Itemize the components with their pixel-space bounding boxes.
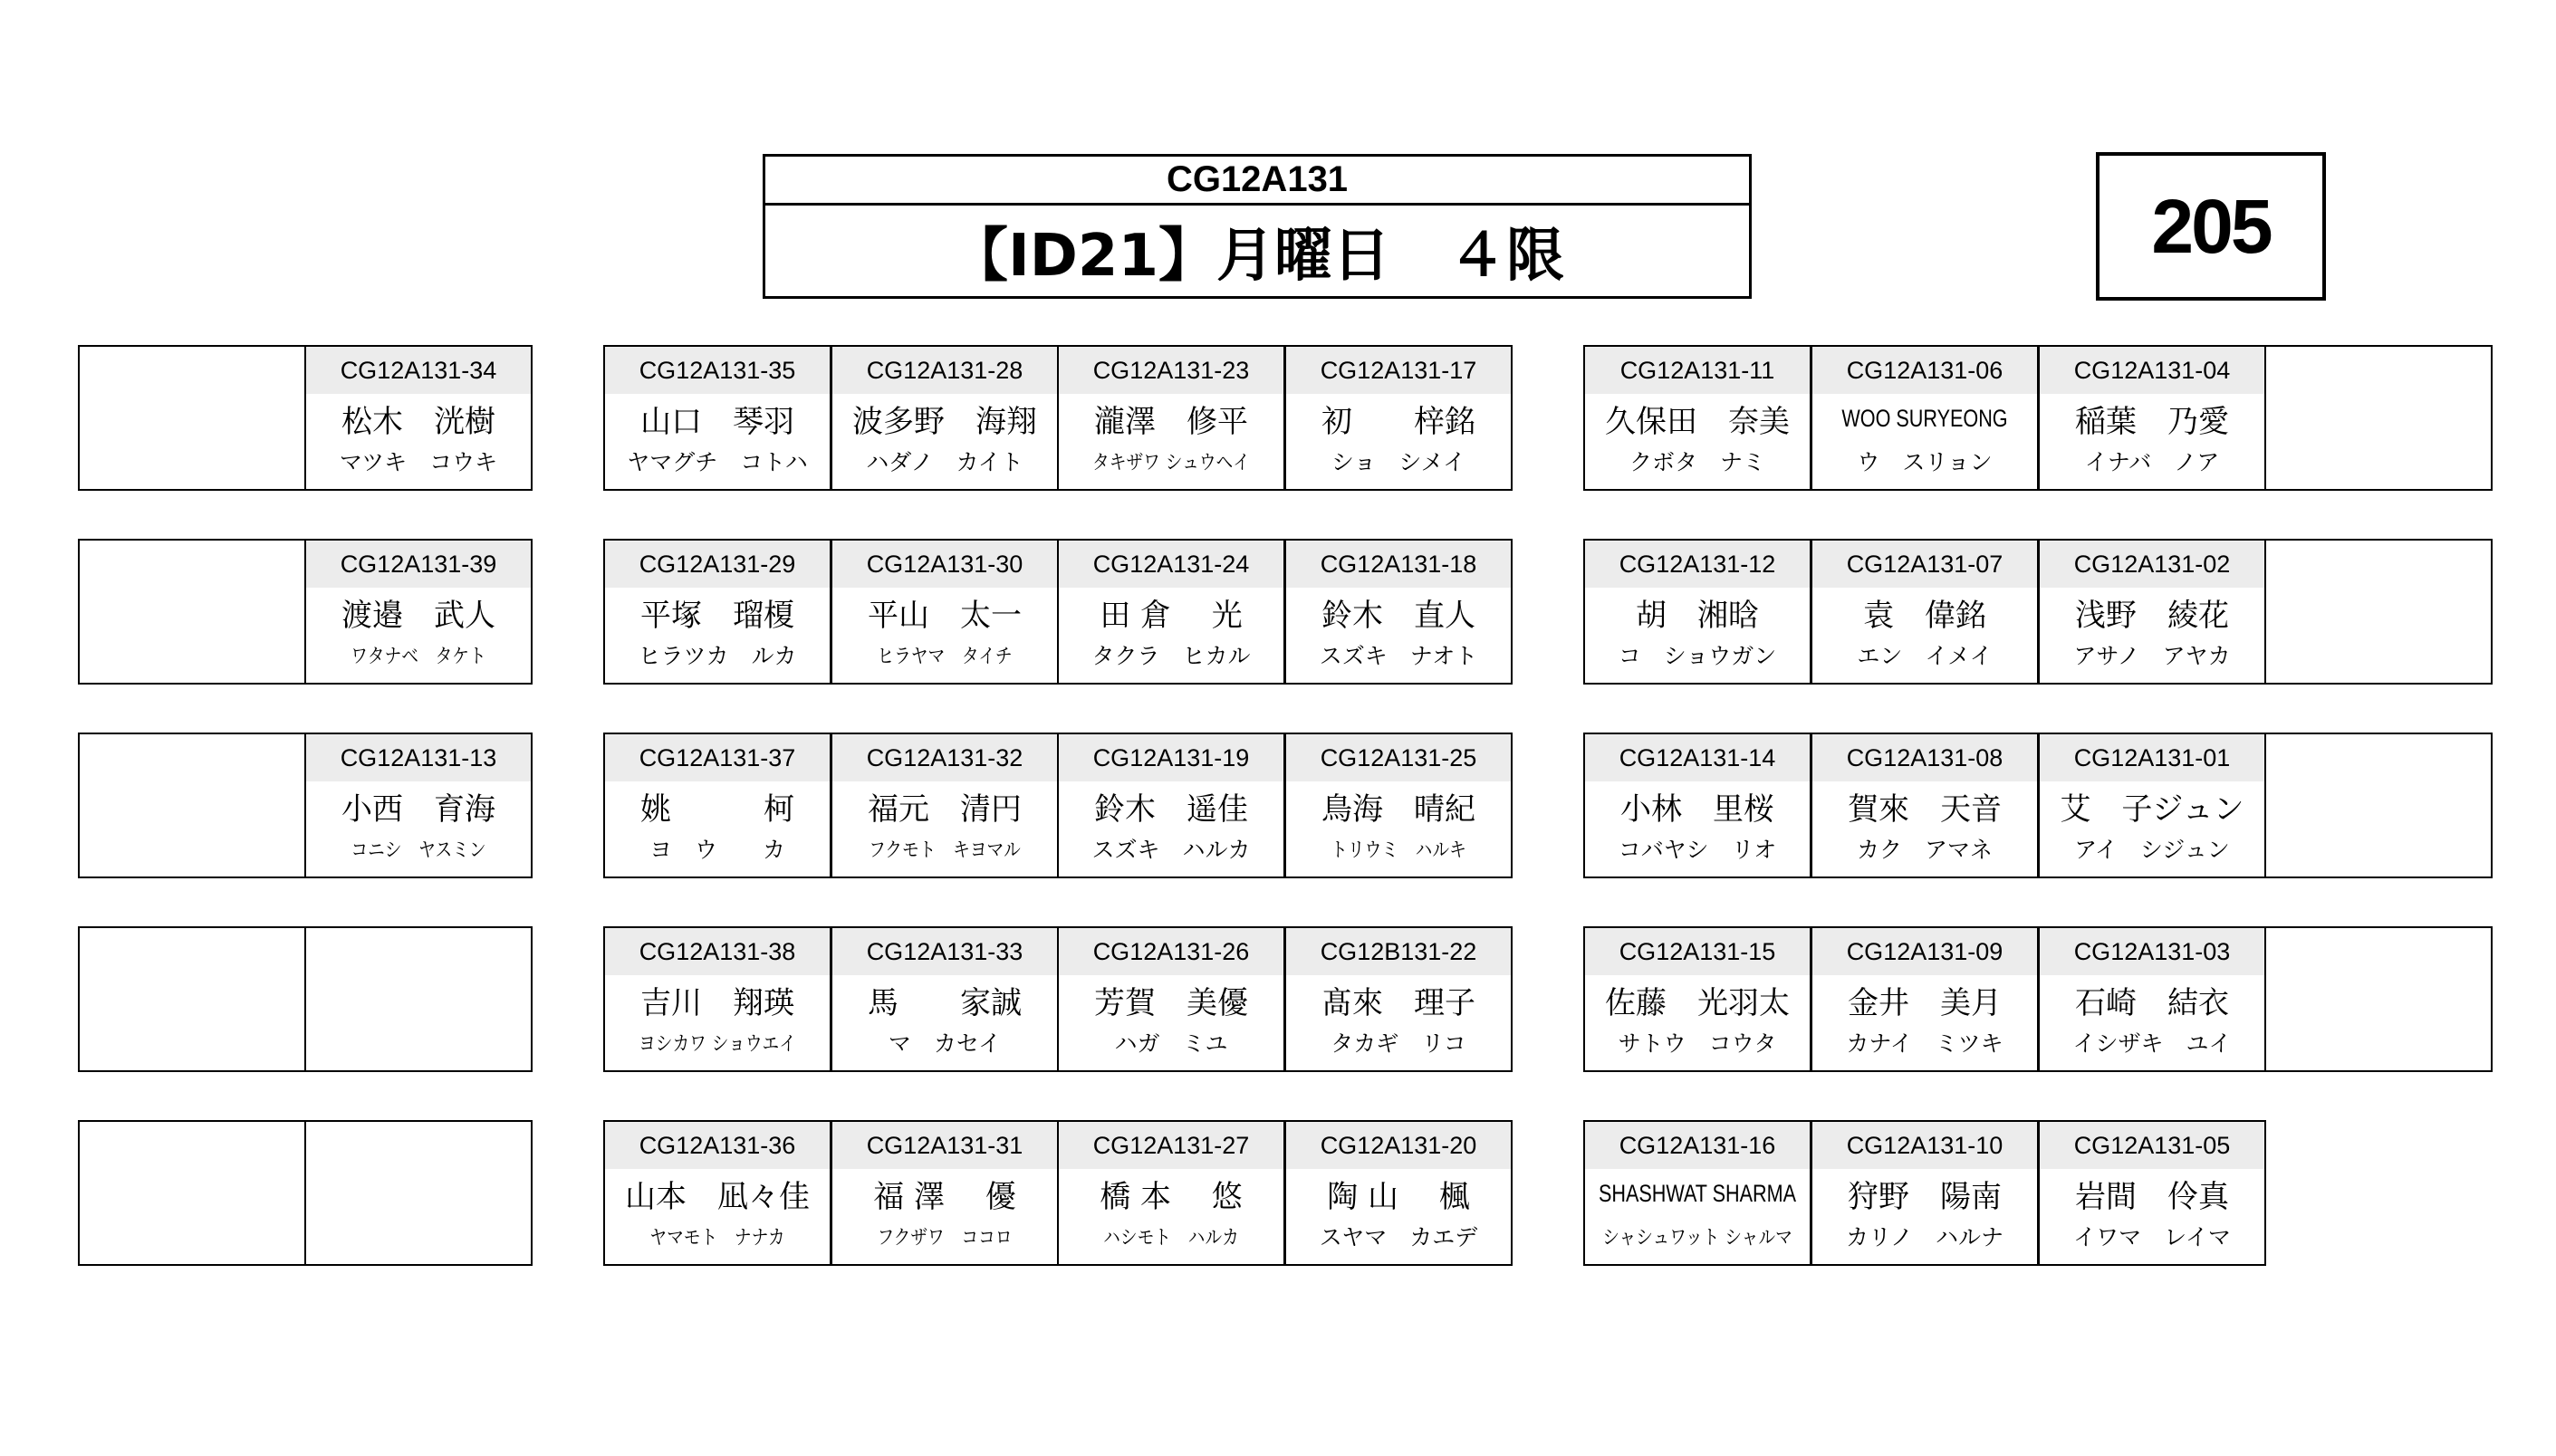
student-name: 姚 柯 xyxy=(640,790,794,828)
seat-cell xyxy=(2038,926,2266,1072)
student-name: 鳥海 晴紀 xyxy=(1321,790,1475,828)
seat-cell xyxy=(304,733,533,878)
seat-cell xyxy=(603,539,831,685)
student-id: CG12A131-29 xyxy=(605,541,830,588)
seat-cell xyxy=(78,539,306,685)
student-name: 芳賀 美優 xyxy=(1094,984,1248,1021)
seat-cell xyxy=(1057,1120,1285,1266)
student-kana: タカギ リコ xyxy=(1331,1030,1466,1057)
student-name: 馬 家誠 xyxy=(868,984,1022,1021)
seat-cell xyxy=(78,345,306,491)
student-id: CG12A131-26 xyxy=(1059,928,1283,975)
student-kana: ハダノ カイト xyxy=(866,449,1023,475)
student-kana: スズキ ハルカ xyxy=(1091,837,1251,863)
seat-cell xyxy=(2264,345,2493,491)
seat-cell xyxy=(1284,733,1513,878)
student-kana: ハシモト ハルカ xyxy=(1103,1226,1239,1250)
student-id: CG12A131-17 xyxy=(1286,347,1511,394)
student-kana: フクザワ ココロ xyxy=(877,1226,1013,1250)
student-name: 岩間 伶真 xyxy=(2075,1178,2229,1215)
student-id: CG12A131-05 xyxy=(2040,1122,2264,1169)
student-name: 佐藤 光羽太 xyxy=(1605,984,1790,1021)
seat-cell xyxy=(831,733,1059,878)
room-number: 205 xyxy=(2096,152,2326,301)
student-id: CG12A131-16 xyxy=(1585,1122,1810,1169)
student-kana: ワタナベ タケト xyxy=(351,645,486,668)
student-id: CG12A131-27 xyxy=(1059,1122,1283,1169)
seat-cell xyxy=(78,733,306,878)
student-kana: タクラ ヒカル xyxy=(1091,643,1251,669)
student-id: CG12A131-13 xyxy=(306,734,531,781)
student-id: CG12A131-02 xyxy=(2040,541,2264,588)
seat-cell xyxy=(1583,926,1811,1072)
student-id: CG12A131-35 xyxy=(605,347,830,394)
student-id: CG12A131-34 xyxy=(306,347,531,394)
seat-cell xyxy=(304,539,533,685)
seat-cell xyxy=(1583,1120,1811,1266)
student-name: 髙來 理子 xyxy=(1321,984,1475,1021)
student-id: CG12A131-15 xyxy=(1585,928,1810,975)
seat-cell xyxy=(1811,1120,2039,1266)
seat-cell xyxy=(2264,926,2493,1072)
student-id: CG12A131-18 xyxy=(1286,541,1511,588)
student-id: CG12A131-28 xyxy=(832,347,1057,394)
seat-cell xyxy=(831,1120,1059,1266)
student-name: 稲葉 乃愛 xyxy=(2075,403,2229,440)
seat-cell xyxy=(603,733,831,878)
student-id: CG12A131-10 xyxy=(1812,1122,2037,1169)
student-kana: ハガ ミユ xyxy=(1114,1030,1228,1057)
student-id: CG12A131-32 xyxy=(832,734,1057,781)
student-kana: トリウミ ハルキ xyxy=(1331,838,1466,862)
seat-cell xyxy=(78,1120,306,1266)
student-kana: コニシ ヤスミン xyxy=(351,838,486,862)
student-name: 渡邉 武人 xyxy=(341,597,495,634)
student-id: CG12A131-01 xyxy=(2040,734,2264,781)
student-kana: ウ スリョン xyxy=(1857,449,1993,475)
seat-cell xyxy=(1284,1120,1513,1266)
student-id: CG12A131-14 xyxy=(1585,734,1810,781)
student-name: 橋 本 悠 xyxy=(1100,1178,1243,1215)
student-kana: カク アマネ xyxy=(1856,837,1993,863)
student-id: CG12A131-19 xyxy=(1059,734,1283,781)
student-name: 艾 子ジュン xyxy=(2060,790,2244,828)
student-name: 浅野 綾花 xyxy=(2075,597,2229,634)
seat-cell xyxy=(304,345,533,491)
seat-cell xyxy=(2264,733,2493,878)
student-kana: タキザワ シュウヘイ xyxy=(1092,451,1250,474)
student-id: CG12A131-39 xyxy=(306,541,531,588)
seat-cell xyxy=(1057,345,1285,491)
seat-cell xyxy=(1284,926,1513,1072)
student-kana: マツキ コウキ xyxy=(339,449,498,475)
student-name: 福 澤 優 xyxy=(873,1178,1016,1215)
student-kana: ヤマモト ナナカ xyxy=(649,1226,785,1250)
student-id: CG12A131-08 xyxy=(1812,734,2037,781)
student-kana: クボタ ナミ xyxy=(1629,449,1765,475)
student-id: CG12A131-04 xyxy=(2040,347,2264,394)
student-kana: スズキ ナオト xyxy=(1319,643,1478,669)
student-id: CG12A131-31 xyxy=(832,1122,1057,1169)
student-name: 狩野 陽南 xyxy=(1848,1178,2002,1215)
seat-cell xyxy=(1057,539,1285,685)
seat-cell xyxy=(1583,733,1811,878)
student-name: 鈴木 遥佳 xyxy=(1094,790,1248,828)
student-id: CG12A131-30 xyxy=(832,541,1057,588)
seat-cell xyxy=(78,926,306,1072)
student-id: CG12A131-06 xyxy=(1812,347,2037,394)
seat-cell xyxy=(831,345,1059,491)
student-id: CG12A131-07 xyxy=(1812,541,2037,588)
student-name: 福元 清円 xyxy=(868,790,1022,828)
student-name: 金井 美月 xyxy=(1848,984,2002,1021)
class-title: 【ID21】月曜日 ４限 xyxy=(950,223,1564,290)
seat-cell xyxy=(2264,539,2493,685)
class-header xyxy=(763,154,1752,299)
student-kana: アイ シジュン xyxy=(2074,837,2230,863)
student-kana: イナバ ノア xyxy=(2084,449,2220,475)
student-kana: ヨ ウ カ xyxy=(649,837,785,863)
student-id: CG12A131-20 xyxy=(1286,1122,1511,1169)
seat-cell xyxy=(2038,345,2266,491)
student-kana: ヒラツカ ルカ xyxy=(638,643,797,669)
student-kana: アサノ アヤカ xyxy=(2073,643,2231,669)
seat-cell xyxy=(1811,539,2039,685)
student-kana: イワマ レイマ xyxy=(2073,1224,2231,1250)
student-name: 胡 湘晗 xyxy=(1636,597,1759,634)
student-id: CG12A131-09 xyxy=(1812,928,2037,975)
seat-cell xyxy=(1057,733,1285,878)
seat-cell xyxy=(1811,926,2039,1072)
student-name: 山本 凪々佳 xyxy=(625,1178,810,1215)
seat-cell xyxy=(2038,733,2266,878)
seat-cell xyxy=(1284,539,1513,685)
student-kana: イシザキ ユイ xyxy=(2072,1030,2232,1057)
student-kana: シャシュワット シャルマ xyxy=(1602,1226,1792,1250)
student-id: CG12A131-11 xyxy=(1585,347,1810,394)
student-id: CG12A131-38 xyxy=(605,928,830,975)
seat-cell xyxy=(2038,539,2266,685)
student-kana: マ カセイ xyxy=(888,1030,1002,1057)
student-kana: ショ シメイ xyxy=(1331,449,1466,475)
seat-cell xyxy=(603,1120,831,1266)
seat-cell xyxy=(1057,926,1285,1072)
seat-cell xyxy=(603,926,831,1072)
student-kana: カリノ ハルナ xyxy=(1845,1224,2003,1250)
student-name: 久保田 奈美 xyxy=(1605,403,1790,440)
seat-cell xyxy=(2038,1120,2266,1266)
student-kana: エン イメイ xyxy=(1857,643,1993,669)
student-kana: ヒラヤマ タイチ xyxy=(877,645,1013,668)
student-id: CG12A131-12 xyxy=(1585,541,1810,588)
seat-cell xyxy=(1583,345,1811,491)
student-name: 平山 太一 xyxy=(868,597,1022,634)
student-name: 賀來 天音 xyxy=(1848,790,2002,828)
seat-cell xyxy=(1284,345,1513,491)
student-kana: コ ショウガン xyxy=(1618,643,1777,669)
student-name: 小西 育海 xyxy=(341,790,495,828)
student-kana: カナイ ミツキ xyxy=(1846,1030,2003,1057)
student-id: CG12A131-36 xyxy=(605,1122,830,1169)
seat-cell xyxy=(831,539,1059,685)
student-name: 波多野 海翔 xyxy=(852,403,1037,440)
student-name: 瀧澤 修平 xyxy=(1094,403,1248,440)
student-id: CG12A131-33 xyxy=(832,928,1057,975)
seat-cell xyxy=(1811,733,2039,878)
student-kana: ヤマグチ コトハ xyxy=(627,449,808,475)
student-id: CG12A131-23 xyxy=(1059,347,1283,394)
student-kana: フクモト キヨマル xyxy=(869,838,1021,862)
student-name: 石崎 結衣 xyxy=(2075,984,2229,1021)
student-name: 初 梓銘 xyxy=(1321,403,1475,440)
student-id: CG12B131-22 xyxy=(1286,928,1511,975)
student-name: 田 倉 光 xyxy=(1100,597,1243,634)
student-id: CG12A131-37 xyxy=(605,734,830,781)
student-id: CG12A131-25 xyxy=(1286,734,1511,781)
student-name: 鈴木 直人 xyxy=(1321,597,1475,634)
student-name: 袁 偉銘 xyxy=(1863,597,1986,634)
seat-cell xyxy=(304,1120,533,1266)
student-name: 山口 琴羽 xyxy=(640,403,794,440)
student-kana: スヤマ カエデ xyxy=(1319,1224,1478,1250)
seat-cell xyxy=(1811,345,2039,491)
student-name: 平塚 瑠榎 xyxy=(640,597,794,634)
seat-cell xyxy=(304,926,533,1072)
student-id: CG12A131-24 xyxy=(1059,541,1283,588)
student-name: WOO SURYEONG xyxy=(1841,404,2008,432)
student-kana: コバヤシ リオ xyxy=(1618,837,1777,863)
student-name: 松木 洸樹 xyxy=(341,403,495,440)
student-name: 陶 山 楓 xyxy=(1327,1178,1470,1215)
seat-cell xyxy=(831,926,1059,1072)
student-kana: サトウ コウタ xyxy=(1618,1030,1777,1057)
seat-cell xyxy=(1583,539,1811,685)
seat-cell xyxy=(603,345,831,491)
student-name: 吉川 翔瑛 xyxy=(640,984,794,1021)
student-id: CG12A131-03 xyxy=(2040,928,2264,975)
student-name: SHASHWAT SHARMA xyxy=(1598,1179,1797,1207)
student-name: 小林 里桜 xyxy=(1620,790,1774,828)
class-code: CG12A131 xyxy=(765,157,1749,206)
student-kana: ヨシカワ ショウエイ xyxy=(639,1032,796,1056)
